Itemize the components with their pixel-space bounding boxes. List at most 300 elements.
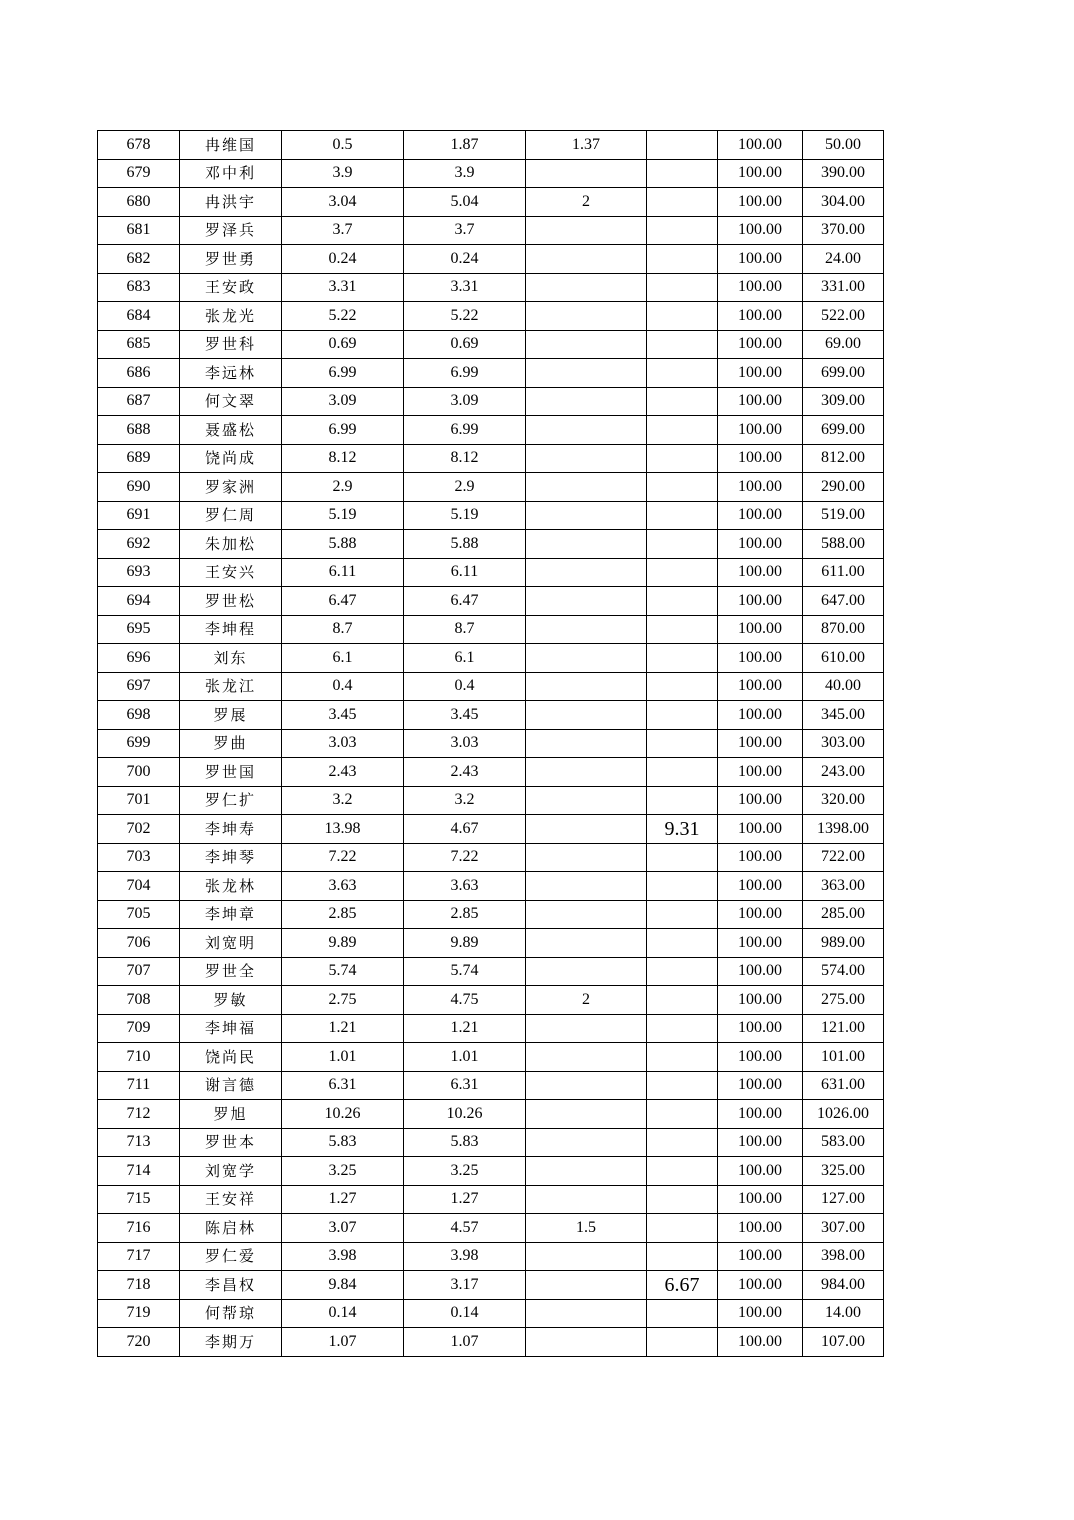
value-b-cell: 3.03 [404,729,526,758]
value-d-cell [647,900,718,929]
amount-cell: 574.00 [803,957,884,986]
value-b-cell: 5.04 [404,188,526,217]
value-d-cell [647,501,718,530]
name-cell: 李昌权 [180,1271,282,1300]
value-b-cell: 3.98 [404,1242,526,1271]
rate-cell: 100.00 [718,1014,803,1043]
value-c-cell [526,1242,647,1271]
rate-cell: 100.00 [718,387,803,416]
value-a-cell: 3.03 [282,729,404,758]
value-b-cell: 9.89 [404,929,526,958]
row-number-cell: 685 [98,330,180,359]
value-a-cell: 2.9 [282,473,404,502]
value-a-cell: 0.69 [282,330,404,359]
value-d-cell [647,1185,718,1214]
value-a-cell: 0.14 [282,1299,404,1328]
amount-cell: 345.00 [803,701,884,730]
value-c-cell [526,587,647,616]
rate-cell: 100.00 [718,558,803,587]
value-a-cell: 0.4 [282,672,404,701]
value-d-cell [647,416,718,445]
row-number-cell: 697 [98,672,180,701]
value-b-cell: 6.31 [404,1071,526,1100]
value-b-cell: 2.43 [404,758,526,787]
value-b-cell: 6.99 [404,359,526,388]
value-c-cell [526,1299,647,1328]
rate-cell: 100.00 [718,929,803,958]
row-number-cell: 713 [98,1128,180,1157]
value-c-cell [526,1185,647,1214]
value-a-cell: 10.26 [282,1100,404,1129]
value-c-cell [526,387,647,416]
value-b-cell: 5.88 [404,530,526,559]
value-b-cell: 10.26 [404,1100,526,1129]
table-body [98,131,884,1357]
value-b-cell: 3.45 [404,701,526,730]
value-a-cell: 0.5 [282,131,404,160]
rate-cell: 100.00 [718,159,803,188]
row-number-cell: 686 [98,359,180,388]
value-d-cell [647,558,718,587]
value-a-cell: 5.83 [282,1128,404,1157]
table-row [98,701,884,730]
amount-cell: 647.00 [803,587,884,616]
rate-cell: 100.00 [718,530,803,559]
value-b-cell: 5.22 [404,302,526,331]
value-d-cell [647,758,718,787]
value-c-cell [526,473,647,502]
value-a-cell: 2.75 [282,986,404,1015]
table-row [98,416,884,445]
amount-cell: 101.00 [803,1043,884,1072]
table-row [98,1071,884,1100]
value-c-cell [526,330,647,359]
amount-cell: 1398.00 [803,815,884,844]
rate-cell: 100.00 [718,758,803,787]
value-a-cell: 6.99 [282,416,404,445]
value-d-cell [647,216,718,245]
row-number-cell: 680 [98,188,180,217]
value-c-cell [526,672,647,701]
value-d-cell [647,159,718,188]
row-number-cell: 709 [98,1014,180,1043]
value-b-cell: 1.21 [404,1014,526,1043]
value-c-cell [526,1043,647,1072]
value-c-cell [526,530,647,559]
row-number-cell: 699 [98,729,180,758]
rate-cell: 100.00 [718,1214,803,1243]
value-b-cell: 4.75 [404,986,526,1015]
row-number-cell: 694 [98,587,180,616]
amount-cell: 285.00 [803,900,884,929]
value-c-cell [526,758,647,787]
value-b-cell: 1.27 [404,1185,526,1214]
value-b-cell: 1.01 [404,1043,526,1072]
value-d-cell [647,1214,718,1243]
value-b-cell: 5.83 [404,1128,526,1157]
value-d-cell: 6.67 [647,1271,718,1300]
value-b-cell: 0.69 [404,330,526,359]
row-number-cell: 711 [98,1071,180,1100]
name-cell: 李坤章 [180,900,282,929]
table-row [98,1299,884,1328]
value-c-cell [526,359,647,388]
value-d-cell [647,359,718,388]
amount-cell: 631.00 [803,1071,884,1100]
name-cell: 罗家洲 [180,473,282,502]
value-c-cell [526,729,647,758]
value-a-cell: 6.99 [282,359,404,388]
table-row [98,1328,884,1357]
value-b-cell: 0.24 [404,245,526,274]
row-number-cell: 692 [98,530,180,559]
value-c-cell [526,273,647,302]
amount-cell: 121.00 [803,1014,884,1043]
value-c-cell: 2 [526,188,647,217]
value-d-cell [647,701,718,730]
row-number-cell: 700 [98,758,180,787]
rate-cell: 100.00 [718,701,803,730]
value-c-cell [526,929,647,958]
value-a-cell: 3.04 [282,188,404,217]
value-d-cell [647,330,718,359]
table-row [98,359,884,388]
value-b-cell: 3.9 [404,159,526,188]
value-d-cell [647,273,718,302]
value-c-cell [526,615,647,644]
table-row [98,558,884,587]
table-row [98,216,884,245]
value-c-cell [526,302,647,331]
table-row [98,758,884,787]
table-row [98,1157,884,1186]
rate-cell: 100.00 [718,188,803,217]
value-b-cell: 3.7 [404,216,526,245]
name-cell: 李坤寿 [180,815,282,844]
value-c-cell [526,900,647,929]
value-b-cell: 3.31 [404,273,526,302]
table-row [98,957,884,986]
row-number-cell: 687 [98,387,180,416]
row-number-cell: 715 [98,1185,180,1214]
value-c-cell [526,159,647,188]
table-row [98,815,884,844]
amount-cell: 50.00 [803,131,884,160]
amount-cell: 398.00 [803,1242,884,1271]
amount-cell: 519.00 [803,501,884,530]
amount-cell: 370.00 [803,216,884,245]
table-row [98,302,884,331]
name-cell: 罗世勇 [180,245,282,274]
rate-cell: 100.00 [718,473,803,502]
name-cell: 罗仁扩 [180,786,282,815]
name-cell: 王安兴 [180,558,282,587]
value-a-cell: 8.7 [282,615,404,644]
value-a-cell: 3.07 [282,1214,404,1243]
amount-cell: 870.00 [803,615,884,644]
row-number-cell: 703 [98,843,180,872]
value-a-cell: 9.84 [282,1271,404,1300]
value-a-cell: 13.98 [282,815,404,844]
value-c-cell [526,957,647,986]
value-b-cell: 3.09 [404,387,526,416]
amount-cell: 390.00 [803,159,884,188]
amount-cell: 522.00 [803,302,884,331]
value-d-cell: 9.31 [647,815,718,844]
row-number-cell: 719 [98,1299,180,1328]
table-row [98,473,884,502]
value-b-cell: 8.7 [404,615,526,644]
value-c-cell [526,872,647,901]
value-a-cell: 5.88 [282,530,404,559]
value-a-cell: 6.47 [282,587,404,616]
value-b-cell: 6.11 [404,558,526,587]
value-c-cell [526,701,647,730]
table-row [98,1271,884,1300]
row-number-cell: 678 [98,131,180,160]
table-row [98,986,884,1015]
rate-cell: 100.00 [718,644,803,673]
table-row [98,245,884,274]
name-cell: 王安政 [180,273,282,302]
value-d-cell [647,672,718,701]
name-cell: 罗展 [180,701,282,730]
table-row [98,273,884,302]
name-cell: 邓中利 [180,159,282,188]
value-a-cell: 2.43 [282,758,404,787]
table-row [98,843,884,872]
amount-cell: 320.00 [803,786,884,815]
name-cell: 李坤福 [180,1014,282,1043]
value-a-cell: 6.11 [282,558,404,587]
name-cell: 李坤琴 [180,843,282,872]
amount-cell: 1026.00 [803,1100,884,1129]
name-cell: 张龙江 [180,672,282,701]
table-row [98,900,884,929]
value-a-cell: 3.7 [282,216,404,245]
value-a-cell: 7.22 [282,843,404,872]
value-a-cell: 1.01 [282,1043,404,1072]
value-b-cell: 6.1 [404,644,526,673]
rate-cell: 100.00 [718,1185,803,1214]
value-a-cell: 3.9 [282,159,404,188]
value-c-cell [526,501,647,530]
value-a-cell: 1.27 [282,1185,404,1214]
name-cell: 罗泽兵 [180,216,282,245]
name-cell: 冉维国 [180,131,282,160]
value-a-cell: 3.98 [282,1242,404,1271]
value-b-cell: 0.14 [404,1299,526,1328]
amount-cell: 699.00 [803,416,884,445]
value-c-cell [526,444,647,473]
name-cell: 饶尚成 [180,444,282,473]
row-number-cell: 682 [98,245,180,274]
row-number-cell: 681 [98,216,180,245]
value-a-cell: 8.12 [282,444,404,473]
rate-cell: 100.00 [718,444,803,473]
table-row [98,1242,884,1271]
data-table [97,130,884,1357]
name-cell: 李期万 [180,1328,282,1357]
value-c-cell: 2 [526,986,647,1015]
value-b-cell: 2.85 [404,900,526,929]
value-d-cell [647,1100,718,1129]
amount-cell: 984.00 [803,1271,884,1300]
table-row [98,1185,884,1214]
amount-cell: 24.00 [803,245,884,274]
rate-cell: 100.00 [718,416,803,445]
name-cell: 何文翠 [180,387,282,416]
value-a-cell: 3.09 [282,387,404,416]
value-b-cell: 1.87 [404,131,526,160]
value-b-cell: 4.67 [404,815,526,844]
name-cell: 李坤程 [180,615,282,644]
rate-cell: 100.00 [718,872,803,901]
name-cell: 朱加松 [180,530,282,559]
amount-cell: 610.00 [803,644,884,673]
name-cell: 谢言德 [180,1071,282,1100]
value-d-cell [647,473,718,502]
rate-cell: 100.00 [718,900,803,929]
name-cell: 聂盛松 [180,416,282,445]
amount-cell: 611.00 [803,558,884,587]
row-number-cell: 720 [98,1328,180,1357]
name-cell: 王安祥 [180,1185,282,1214]
rate-cell: 100.00 [718,501,803,530]
amount-cell: 722.00 [803,843,884,872]
value-c-cell [526,815,647,844]
rate-cell: 100.00 [718,1271,803,1300]
rate-cell: 100.00 [718,330,803,359]
amount-cell: 588.00 [803,530,884,559]
table-row [98,188,884,217]
value-b-cell: 3.63 [404,872,526,901]
amount-cell: 812.00 [803,444,884,473]
value-a-cell: 5.19 [282,501,404,530]
amount-cell: 304.00 [803,188,884,217]
value-c-cell [526,245,647,274]
value-d-cell [647,131,718,160]
rate-cell: 100.00 [718,587,803,616]
table-row [98,587,884,616]
name-cell: 冉洪宇 [180,188,282,217]
value-c-cell [526,1071,647,1100]
amount-cell: 583.00 [803,1128,884,1157]
amount-cell: 363.00 [803,872,884,901]
amount-cell: 275.00 [803,986,884,1015]
value-d-cell [647,929,718,958]
table-row [98,1100,884,1129]
amount-cell: 303.00 [803,729,884,758]
rate-cell: 100.00 [718,273,803,302]
row-number-cell: 707 [98,957,180,986]
value-d-cell [647,729,718,758]
value-d-cell [647,1071,718,1100]
row-number-cell: 718 [98,1271,180,1300]
value-b-cell: 5.74 [404,957,526,986]
name-cell: 张龙光 [180,302,282,331]
rate-cell: 100.00 [718,216,803,245]
row-number-cell: 693 [98,558,180,587]
rate-cell: 100.00 [718,302,803,331]
value-d-cell [647,872,718,901]
value-d-cell [647,1014,718,1043]
name-cell: 罗旭 [180,1100,282,1129]
value-c-cell [526,1128,647,1157]
value-d-cell [647,587,718,616]
rate-cell: 100.00 [718,245,803,274]
table-row [98,131,884,160]
amount-cell: 325.00 [803,1157,884,1186]
table-row [98,444,884,473]
rate-cell: 100.00 [718,1328,803,1357]
rate-cell: 100.00 [718,131,803,160]
name-cell: 罗世松 [180,587,282,616]
value-a-cell: 1.21 [282,1014,404,1043]
table-row [98,1214,884,1243]
value-a-cell: 3.63 [282,872,404,901]
row-number-cell: 712 [98,1100,180,1129]
row-number-cell: 704 [98,872,180,901]
value-c-cell: 1.5 [526,1214,647,1243]
rate-cell: 100.00 [718,815,803,844]
table-row [98,872,884,901]
value-b-cell: 6.99 [404,416,526,445]
name-cell: 罗世国 [180,758,282,787]
value-d-cell [647,1242,718,1271]
amount-cell: 699.00 [803,359,884,388]
table-row [98,729,884,758]
row-number-cell: 714 [98,1157,180,1186]
value-b-cell: 3.2 [404,786,526,815]
value-d-cell [647,245,718,274]
amount-cell: 40.00 [803,672,884,701]
value-b-cell: 5.19 [404,501,526,530]
row-number-cell: 679 [98,159,180,188]
value-d-cell [647,786,718,815]
name-cell: 张龙林 [180,872,282,901]
name-cell: 饶尚民 [180,1043,282,1072]
table-row [98,672,884,701]
name-cell: 罗敏 [180,986,282,1015]
value-a-cell: 3.25 [282,1157,404,1186]
value-d-cell [647,843,718,872]
rate-cell: 100.00 [718,786,803,815]
value-c-cell [526,416,647,445]
rate-cell: 100.00 [718,1100,803,1129]
table-row [98,929,884,958]
name-cell: 罗世本 [180,1128,282,1157]
value-d-cell [647,188,718,217]
value-a-cell: 6.31 [282,1071,404,1100]
row-number-cell: 695 [98,615,180,644]
amount-cell: 127.00 [803,1185,884,1214]
row-number-cell: 717 [98,1242,180,1271]
rate-cell: 100.00 [718,672,803,701]
row-number-cell: 705 [98,900,180,929]
value-b-cell: 0.4 [404,672,526,701]
rate-cell: 100.00 [718,359,803,388]
row-number-cell: 683 [98,273,180,302]
value-c-cell [526,1157,647,1186]
table-row [98,1014,884,1043]
value-a-cell: 3.45 [282,701,404,730]
name-cell: 罗仁周 [180,501,282,530]
table-row [98,1043,884,1072]
value-d-cell [647,615,718,644]
value-c-cell [526,216,647,245]
name-cell: 刘宽明 [180,929,282,958]
